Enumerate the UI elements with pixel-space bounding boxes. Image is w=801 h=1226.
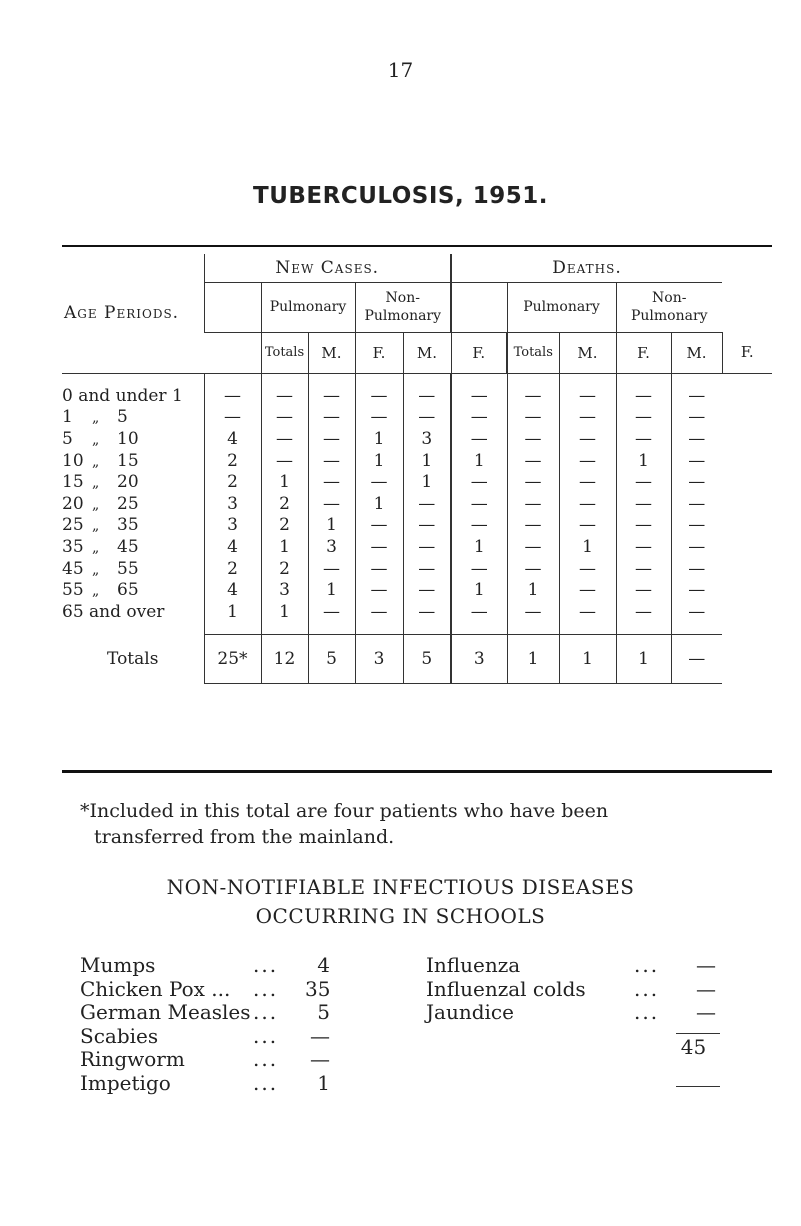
- table-cell: —: [308, 493, 355, 515]
- age-period-label: 35 „ 45: [62, 536, 139, 557]
- table-row: [62, 471, 772, 493]
- table-cell: —: [507, 450, 559, 472]
- leader-dots: ...: [253, 976, 279, 1001]
- page-number: 17: [387, 58, 414, 82]
- table-cell: 1: [403, 471, 451, 493]
- column-header: F.: [616, 332, 671, 373]
- table-cell: —: [204, 385, 261, 407]
- table-cell: 1: [308, 515, 355, 537]
- table-cell: 1: [507, 579, 559, 601]
- table-row: [62, 515, 772, 537]
- table-cell: 4: [204, 428, 261, 450]
- disease-name: Ringworm: [80, 1047, 185, 1071]
- table-cell: —: [671, 558, 722, 580]
- age-period-label: 0 and under 1: [62, 385, 183, 406]
- table-cell: —: [204, 407, 261, 429]
- totals-cell: —: [671, 635, 722, 684]
- table-cell: —: [451, 428, 507, 450]
- age-period-label: 20 „ 25: [62, 493, 139, 514]
- footnote-line-2: transferred from the mainland.: [94, 826, 395, 848]
- page-title: TUBERCULOSIS, 1951.: [253, 183, 548, 209]
- table-cell: —: [559, 450, 616, 472]
- table-cell: —: [507, 407, 559, 429]
- age-period-label: 5 „ 10: [62, 428, 139, 449]
- table-cell: —: [671, 579, 722, 601]
- totals-cell: 12: [261, 635, 308, 684]
- table-cell: —: [261, 407, 308, 429]
- table-cell: 1: [451, 450, 507, 472]
- disease-name: Chicken Pox ...: [80, 976, 231, 1001]
- table-cell: —: [355, 558, 403, 580]
- table-cell: 2: [204, 558, 261, 580]
- table-cell: —: [671, 493, 722, 515]
- table-cell: —: [403, 385, 451, 407]
- disease-item: [426, 954, 766, 978]
- column-header: M.: [559, 332, 616, 373]
- table-cell: —: [559, 471, 616, 493]
- table-cell: —: [671, 536, 722, 558]
- table-cell: 1: [204, 601, 261, 623]
- top-rule: [62, 245, 772, 247]
- leader-dots: ...: [253, 953, 279, 977]
- table-cell: 2: [204, 450, 261, 472]
- table-cell: —: [671, 450, 722, 472]
- table-cell: —: [616, 428, 671, 450]
- table-cell: —: [559, 428, 616, 450]
- diseases-list-right: [426, 953, 766, 1059]
- new-non-pulmonary-header: Non- Pulmonary: [355, 282, 451, 332]
- column-header: F.: [451, 332, 507, 373]
- table-cell: —: [507, 493, 559, 515]
- table-cell: —: [616, 558, 671, 580]
- disease-count: —: [696, 953, 716, 977]
- table-cell: —: [507, 601, 559, 623]
- age-period-label: 65 and over: [62, 601, 165, 622]
- diseases-list-left: [80, 954, 380, 1095]
- table-cell: —: [507, 385, 559, 407]
- table-cell: —: [403, 558, 451, 580]
- column-header: F.: [722, 332, 772, 373]
- table-cell: —: [261, 385, 308, 407]
- table-cell: —: [559, 579, 616, 601]
- table-cell: —: [559, 558, 616, 580]
- age-period-label: 10 „ 15: [62, 450, 139, 471]
- table-cell: —: [451, 493, 507, 515]
- disease-item: [426, 978, 766, 1002]
- disease-count: —: [310, 1023, 330, 1048]
- table-cell: —: [261, 428, 308, 450]
- totals-cell: 1: [559, 635, 616, 684]
- table-cell: —: [616, 579, 671, 601]
- table-cell: —: [671, 471, 722, 493]
- table-cell: —: [403, 579, 451, 601]
- grand-total-value: 45: [680, 1035, 707, 1059]
- age-period-label: 25 „ 35: [62, 515, 139, 536]
- table-cell: —: [403, 601, 451, 623]
- table-cell: 1: [355, 450, 403, 472]
- table-cell: —: [308, 558, 355, 580]
- age-period-label: 45 „ 55: [62, 558, 139, 579]
- table-cell: —: [451, 385, 507, 407]
- table-cell: —: [616, 601, 671, 623]
- table-cell: —: [403, 407, 451, 429]
- table-cell: —: [355, 515, 403, 537]
- table-cell: 1: [355, 428, 403, 450]
- column-header: M.: [308, 332, 355, 373]
- table-row: [62, 601, 772, 623]
- table-cell: —: [671, 601, 722, 623]
- leader-dots: ...: [253, 1000, 279, 1024]
- sum-rule-top: [676, 1033, 720, 1034]
- table-row: [62, 428, 772, 450]
- table-row: [62, 407, 772, 429]
- disease-name: Impetigo: [80, 1070, 171, 1095]
- disease-name: Jaundice: [426, 1000, 514, 1024]
- totals-cell: 5: [403, 635, 451, 684]
- totals-label: Totals: [107, 649, 159, 670]
- table-cell: —: [616, 471, 671, 493]
- table-cell: —: [559, 385, 616, 407]
- footnote: [80, 798, 770, 850]
- table-cell: —: [308, 407, 355, 429]
- leader-dots: ...: [253, 1070, 279, 1095]
- disease-name: Mumps: [80, 953, 156, 977]
- table-cell: —: [355, 579, 403, 601]
- totals-cell: 3: [355, 635, 403, 684]
- column-header: M.: [403, 332, 451, 373]
- table-cell: —: [559, 601, 616, 623]
- table-cell: 1: [451, 536, 507, 558]
- table-cell: —: [403, 493, 451, 515]
- table-cell: —: [616, 407, 671, 429]
- bottom-rule: [62, 770, 772, 773]
- table-cell: 1: [616, 450, 671, 472]
- table-cell: —: [451, 471, 507, 493]
- table-cell: —: [616, 515, 671, 537]
- disease-item: [80, 978, 380, 1002]
- table-cell: —: [451, 407, 507, 429]
- disease-count: —: [310, 1047, 330, 1071]
- table-cell: 1: [451, 579, 507, 601]
- table-cell: —: [507, 536, 559, 558]
- disease-name: German Measles: [80, 1000, 251, 1024]
- table-cell: 3: [308, 536, 355, 558]
- table-cell: —: [559, 493, 616, 515]
- table-cell: 4: [204, 579, 261, 601]
- table-row: [62, 385, 772, 407]
- table-cell: —: [308, 428, 355, 450]
- totals-cell: 1: [507, 635, 559, 684]
- table-cell: —: [671, 515, 722, 537]
- disease-count: 35: [305, 976, 331, 1001]
- table-cell: —: [355, 407, 403, 429]
- disease-item: [80, 954, 380, 978]
- table-cell: 1: [355, 493, 403, 515]
- table-cell: —: [507, 428, 559, 450]
- table-cell: 1: [261, 601, 308, 623]
- table-cell: —: [616, 385, 671, 407]
- disease-count: 4: [317, 953, 330, 977]
- totals-cell: 5: [308, 635, 355, 684]
- disease-name: Influenzal colds: [426, 976, 586, 1001]
- table-cell: 2: [204, 471, 261, 493]
- age-period-label: 15 „ 20: [62, 472, 139, 493]
- deaths-header: Deaths.: [451, 254, 722, 282]
- leader-dots: ...: [634, 953, 660, 977]
- table-cell: —: [308, 450, 355, 472]
- disease-item: [80, 1025, 380, 1049]
- table-row: [62, 579, 772, 601]
- disease-count: 1: [317, 1070, 330, 1095]
- leader-dots: ...: [253, 1023, 279, 1048]
- table-cell: —: [507, 471, 559, 493]
- table-cell: 1: [261, 471, 308, 493]
- table-cell: —: [308, 471, 355, 493]
- section-title-line-1: NON-NOTIFIABLE INFECTIOUS DISEASES: [166, 875, 635, 899]
- section-title-line-2: OCCURRING IN SCHOOLS: [255, 904, 546, 928]
- column-header: Totals: [507, 332, 559, 373]
- table-cell: —: [559, 515, 616, 537]
- disease-count: 5: [317, 1000, 330, 1024]
- column-header: M.: [671, 332, 722, 373]
- header-row-1: [62, 254, 772, 282]
- table-cell: 2: [261, 493, 308, 515]
- column-header: F.: [355, 332, 403, 373]
- disease-name: Scabies: [80, 1023, 159, 1048]
- new-pulmonary-header: Pulmonary: [261, 282, 355, 332]
- totals-cell: 25*: [204, 635, 261, 684]
- sum-rule-bottom: [676, 1086, 720, 1087]
- table-cell: —: [355, 471, 403, 493]
- tuberculosis-table: [62, 254, 772, 684]
- table-cell: 3: [403, 428, 451, 450]
- table-cell: —: [671, 407, 722, 429]
- table-cell: —: [671, 385, 722, 407]
- age-period-label: 1 „ 5: [62, 407, 128, 428]
- column-header: Totals: [261, 332, 308, 373]
- table-cell: 1: [559, 536, 616, 558]
- table-cell: —: [451, 601, 507, 623]
- table-row: [62, 450, 772, 472]
- table-row: [62, 536, 772, 558]
- leader-dots: ...: [634, 1000, 660, 1024]
- table-cell: —: [355, 385, 403, 407]
- disease-item: [426, 1001, 766, 1025]
- totals-row: [62, 635, 772, 684]
- table-cell: —: [355, 536, 403, 558]
- deaths-non-pulmonary-header: Non- Pulmonary: [616, 282, 722, 332]
- table-cell: —: [261, 450, 308, 472]
- disease-item: [80, 1001, 380, 1025]
- table-cell: —: [451, 558, 507, 580]
- table-row: [62, 493, 772, 515]
- disease-count: —: [696, 976, 716, 1001]
- table-cell: 3: [204, 493, 261, 515]
- leader-dots: ...: [253, 1047, 279, 1071]
- table-cell: —: [616, 493, 671, 515]
- table-cell: —: [403, 536, 451, 558]
- disease-item: [80, 1048, 380, 1072]
- totals-cell: 1: [616, 635, 671, 684]
- table-cell: —: [559, 407, 616, 429]
- table-cell: —: [507, 515, 559, 537]
- table-cell: —: [616, 536, 671, 558]
- table-cell: 3: [204, 515, 261, 537]
- new-cases-header: New Cases.: [204, 254, 451, 282]
- grand-total-row: [426, 1036, 766, 1060]
- table-cell: —: [403, 515, 451, 537]
- table-cell: —: [308, 385, 355, 407]
- table-cell: 1: [261, 536, 308, 558]
- leader-dots: ...: [634, 976, 660, 1001]
- table-cell: 2: [261, 558, 308, 580]
- table-cell: 4: [204, 536, 261, 558]
- totals-cell: 3: [451, 635, 507, 684]
- table-cell: —: [451, 515, 507, 537]
- table-row: [62, 558, 772, 580]
- table-cell: 3: [261, 579, 308, 601]
- disease-name: Influenza: [426, 953, 521, 977]
- disease-item: [80, 1072, 380, 1096]
- table-cell: —: [507, 558, 559, 580]
- table-cell: 2: [261, 515, 308, 537]
- table-cell: 1: [403, 450, 451, 472]
- age-periods-header: Age Periods.: [62, 254, 204, 373]
- disease-count: —: [696, 1000, 716, 1024]
- age-period-label: 55 „ 65: [62, 580, 139, 601]
- deaths-pulmonary-header: Pulmonary: [507, 282, 616, 332]
- table-cell: —: [308, 601, 355, 623]
- footnote-line-1: *Included in this total are four patients who have been: [80, 800, 609, 822]
- table-cell: 1: [308, 579, 355, 601]
- table-cell: —: [671, 428, 722, 450]
- table-cell: —: [355, 601, 403, 623]
